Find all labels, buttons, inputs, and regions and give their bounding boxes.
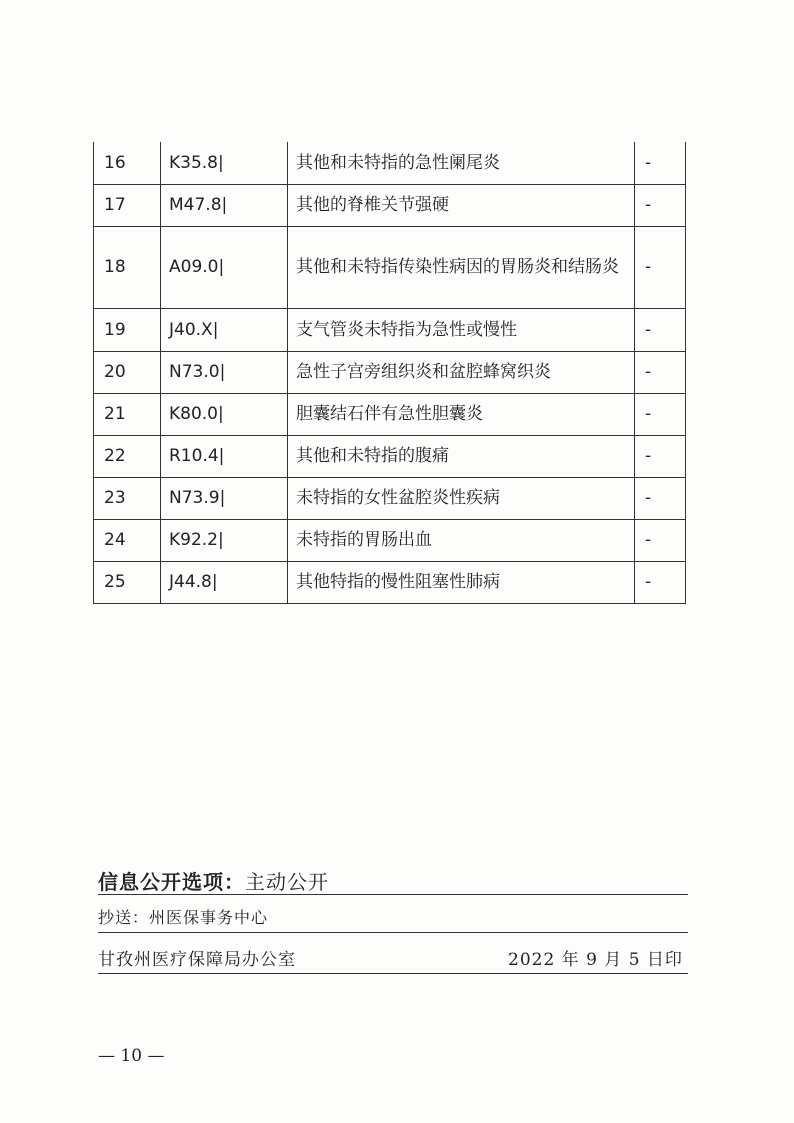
- print-date: 2022 年 9 月 5 日印: [508, 950, 683, 970]
- icd-code: M47.8|: [161, 184, 288, 226]
- divider: [98, 932, 688, 933]
- cc-line: 抄送：州医保事务中心: [98, 908, 269, 927]
- table-row: [94, 142, 686, 184]
- icd-code: N73.9|: [161, 477, 288, 519]
- remark: -: [635, 561, 686, 603]
- page-number: — 10 —: [98, 1046, 165, 1066]
- disease-name: 其他的脊椎关节强硬: [288, 184, 635, 226]
- disclosure-value: 主动公开: [245, 870, 329, 894]
- remark: -: [635, 477, 686, 519]
- table-row: [94, 435, 686, 477]
- row-number: 25: [94, 561, 161, 603]
- table-row: [94, 477, 686, 519]
- remark: -: [635, 519, 686, 561]
- remark: -: [635, 351, 686, 393]
- remark: -: [635, 142, 686, 184]
- row-number: 22: [94, 435, 161, 477]
- disease-name: 未特指的胃肠出血: [288, 519, 635, 561]
- divider: [98, 973, 688, 974]
- disease-name: 其他特指的慢性阻塞性肺病: [288, 561, 635, 603]
- disease-name: 其他和未特指传染性病因的胃肠炎和结肠炎: [288, 226, 635, 308]
- disclosure-option: [98, 866, 329, 895]
- table-row: [94, 351, 686, 393]
- icd-code: N73.0|: [161, 351, 288, 393]
- row-number: 16: [94, 142, 161, 184]
- table-row: [94, 308, 686, 351]
- row-number: 24: [94, 519, 161, 561]
- table-row: [94, 393, 686, 435]
- disease-table: [93, 142, 686, 604]
- remark: -: [635, 308, 686, 351]
- row-number: 19: [94, 308, 161, 351]
- icd-code: K92.2|: [161, 519, 288, 561]
- divider: [98, 894, 688, 895]
- remark: -: [635, 393, 686, 435]
- row-number: 17: [94, 184, 161, 226]
- icd-code: A09.0|: [161, 226, 288, 308]
- remark: -: [635, 184, 686, 226]
- remark: -: [635, 226, 686, 308]
- icd-code: J40.X|: [161, 308, 288, 351]
- disease-name: 未特指的女性盆腔炎性疾病: [288, 477, 635, 519]
- remark: -: [635, 435, 686, 477]
- row-number: 23: [94, 477, 161, 519]
- table-row: [94, 226, 686, 308]
- icd-code: R10.4|: [161, 435, 288, 477]
- table-row: [94, 519, 686, 561]
- disease-name: 支气管炎未特指为急性或慢性: [288, 308, 635, 351]
- icd-code: J44.8|: [161, 561, 288, 603]
- row-number: 18: [94, 226, 161, 308]
- icd-code: K35.8|: [161, 142, 288, 184]
- row-number: 21: [94, 393, 161, 435]
- issuer: 甘孜州医疗保障局办公室: [98, 950, 296, 970]
- disclosure-label: 信息公开选项：: [98, 870, 245, 894]
- table-row: [94, 184, 686, 226]
- table-row: [94, 561, 686, 603]
- icd-code: K80.0|: [161, 393, 288, 435]
- disease-name: 其他和未特指的急性阑尾炎: [288, 142, 635, 184]
- disease-name: 其他和未特指的腹痛: [288, 435, 635, 477]
- disease-name: 急性子宫旁组织炎和盆腔蜂窝织炎: [288, 351, 635, 393]
- row-number: 20: [94, 351, 161, 393]
- disease-name: 胆囊结石伴有急性胆囊炎: [288, 393, 635, 435]
